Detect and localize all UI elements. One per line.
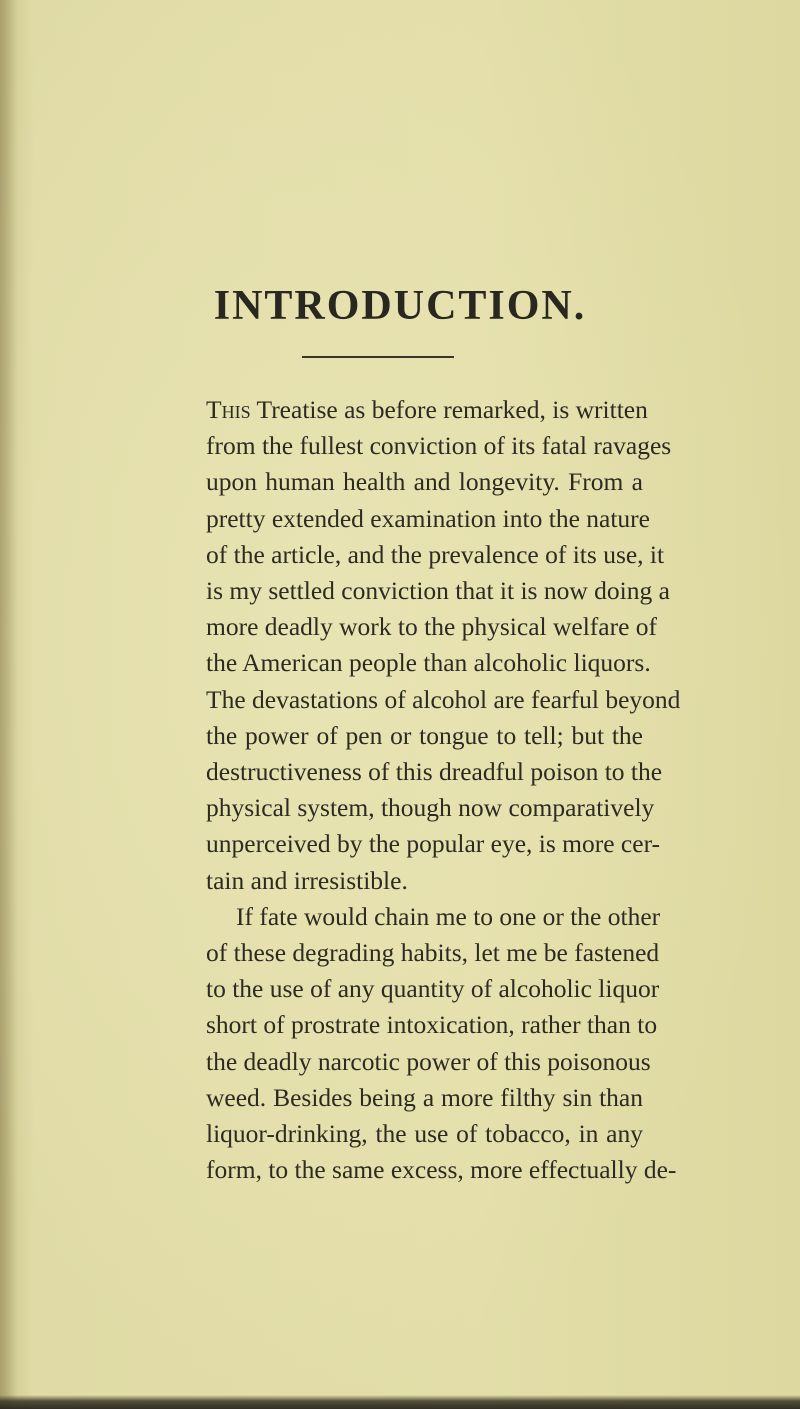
text-line: form, to the same excess, more effectually de- <box>206 1155 677 1185</box>
text-line: short of prostrate intoxication, rather than to <box>206 1010 658 1040</box>
text-line: to the use of any quantity of alcoholic liquor <box>206 974 660 1004</box>
text-line: pretty extended examination into the nature <box>206 503 650 533</box>
text-line: weed. Besides being a more filthy sin than <box>206 1082 643 1112</box>
text-line: from the fullest conviction of its fatal ravages <box>206 431 672 461</box>
text-line: liquor-drinking, the use of tobacco, in any <box>206 1119 643 1149</box>
text-line: of the article, and the prevalence of its use, it <box>206 539 665 569</box>
page-bottom-edge <box>0 1395 800 1409</box>
text-line: the deadly narcotic power of this poisonous <box>206 1046 651 1076</box>
lead-word: This <box>206 395 251 424</box>
body-text <box>206 392 681 1188</box>
text-line: If fate would chain me to one or the other <box>236 901 661 931</box>
chapter-title: INTRODUCTION. <box>213 283 587 329</box>
text-line: the power of pen or tongue to tell; but the <box>206 720 643 750</box>
text-line: is my settled conviction that it is now doing a <box>206 576 670 606</box>
text-line: upon human health and longevity. From a <box>206 467 643 497</box>
text-line: physical system, though now comparatively <box>206 793 655 823</box>
text-line: tain and irresistible. <box>206 865 408 895</box>
text-line: unperceived by the popular eye, is more cer- <box>206 829 661 859</box>
text-line: of these degrading habits, let me be fastened <box>206 938 660 968</box>
page-gutter-shadow <box>0 0 18 1409</box>
text-line: more deadly work to the physical welfare of <box>206 612 658 642</box>
text-line: the American people than alcoholic liquors. <box>206 648 651 678</box>
title-divider <box>302 356 454 358</box>
text-line: destructiveness of this dreadful poison to the <box>206 757 663 787</box>
text-line: The devastations of alcohol are fearful beyond <box>206 684 681 714</box>
text-line: This Treatise as before remarked, is written <box>206 395 648 424</box>
